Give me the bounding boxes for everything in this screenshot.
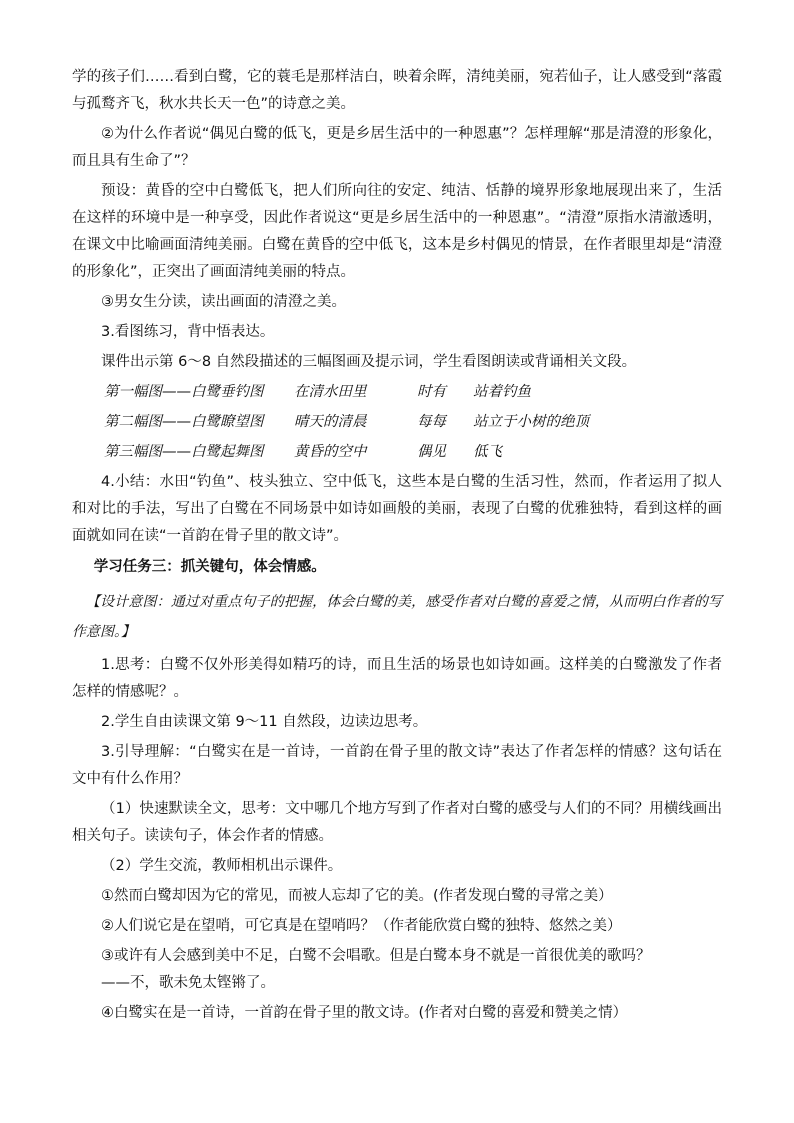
- picture-scene: 黄昏的空中: [294, 444, 367, 460]
- quoted-sentence: ②人们说它是在望哨，可它真是在望哨吗？（作者能欣赏白鹭的独特、悠然之美）: [101, 918, 622, 934]
- picture-action: 低飞: [473, 444, 502, 460]
- question-paragraph: 1.思考：白鹭不仅外形美得如精巧的诗，而且生活的场景也如诗如画。这样美的白鹭激发了作者怎样的情感呢？。: [72, 657, 722, 700]
- step-heading: 3.看图练习，背中悟表达。: [101, 324, 275, 340]
- picture-name: 第二幅图——白鹭瞭望图: [104, 414, 264, 430]
- picture-action: 站着钓鱼: [473, 384, 531, 400]
- picture-line-3: [72, 439, 722, 466]
- picture-line-2: [72, 409, 722, 436]
- picture-scene: 在清水田里: [294, 384, 367, 400]
- question-paragraph: 3.引导理解：“白鹭实在是一首诗，一首韵在骨子里的散文诗”表达了作者怎样的情感？这句话在文中有什么作用？: [72, 744, 722, 787]
- quoted-sentence: ③或许有人会感到美中不足，白鹭不会唱歌。但是白鹭本身不就是一首很优美的歌吗？: [101, 948, 651, 964]
- picture-name: 第一幅图——白鹭垂钓图: [104, 384, 264, 400]
- picture-name: 第三幅图——白鹭起舞图: [104, 444, 264, 460]
- task-heading: 学习任务三：抓关键句，体会情感。: [93, 559, 326, 575]
- sub-step: （2）学生交流，教师相机出示课件。: [101, 858, 343, 874]
- picture-frequency: 偶见: [417, 444, 446, 460]
- paragraph: 2.学生自由读课文第 9～11 自然段，边读边思考。: [101, 714, 428, 730]
- quoted-sentence: ①然而白鹭却因为它的常见，而被人忘却了它的美。(作者发现白鹭的寻常之美）: [101, 888, 613, 904]
- picture-scene: 晴天的清晨: [294, 414, 367, 430]
- summary-paragraph: 4.小结：水田“钓鱼”、枝头独立、空中低飞，这些本是白鹭的生活习性，然而，作者运用了拟人和对比的手法，写出了白鹭在不同场景中如诗如画般的美丽，表现了白鹭的优雅独特，看到这样的画面就如同在读“一首韵在骨子里的散文诗”。: [72, 474, 722, 544]
- sub-question: （1）快速默读全文，思考：文中哪几个地方写到了作者对白鹭的感受与人们的不同？用横线画出相关句子。读读句子，体会作者的情感。: [72, 801, 722, 844]
- picture-frequency: 每每: [417, 414, 446, 430]
- quoted-sentence: ——不，歌未免太铿锵了。: [101, 975, 275, 991]
- document-page: [72, 64, 722, 1027]
- picture-action: 站立于小树的绝顶: [473, 414, 589, 430]
- paragraph: 课件出示第 6～8 自然段描述的三幅图画及提示词，学生看图朗读或背诵相关文段。: [101, 354, 637, 370]
- picture-frequency: 时有: [417, 384, 446, 400]
- picture-line-1: [72, 379, 722, 406]
- question-paragraph: ②为什么作者说“偶见白鹭的低飞，更是乡居生活中的一种恩惠”？怎样理解“那是清澄的形象化，而且具有生命了”？: [72, 126, 722, 169]
- answer-paragraph: 预设：黄昏的空中白鹭低飞，把人们所向往的安定、纯洁、恬静的境界形象地展现出来了，生活在这样的环境中是一种享受，因此作者说这“更是乡居生活中的一种恩惠”。“清澄”原指水清澈透明，在课文中比喻画面清纯美丽。白鹭在黄昏的空中低飞，这本是乡村偶见的情景，在作者眼里却是“清澄的形象化”，正突出了画面清纯美丽的特点。: [72, 183, 722, 280]
- design-intent: 【设计意图：通过对重点句子的把握，体会白鹭的美，感受作者对白鹭的喜爱之情，从而明白作者的写作意图。】: [72, 594, 722, 640]
- paragraph: ③男女生分读，读出画面的清澄之美。: [101, 294, 346, 310]
- paragraph: 学的孩子们……看到白鹭，它的蓑毛是那样洁白，映着余晖，清纯美丽，宛若仙子，让人感受到“落霞与孤鹜齐飞，秋水共长天一色”的诗意之美。: [72, 69, 722, 112]
- quoted-sentence: ④白鹭实在是一首诗，一首韵在骨子里的散文诗。(作者对白鹭的喜爱和赞美之情）: [101, 1005, 628, 1021]
